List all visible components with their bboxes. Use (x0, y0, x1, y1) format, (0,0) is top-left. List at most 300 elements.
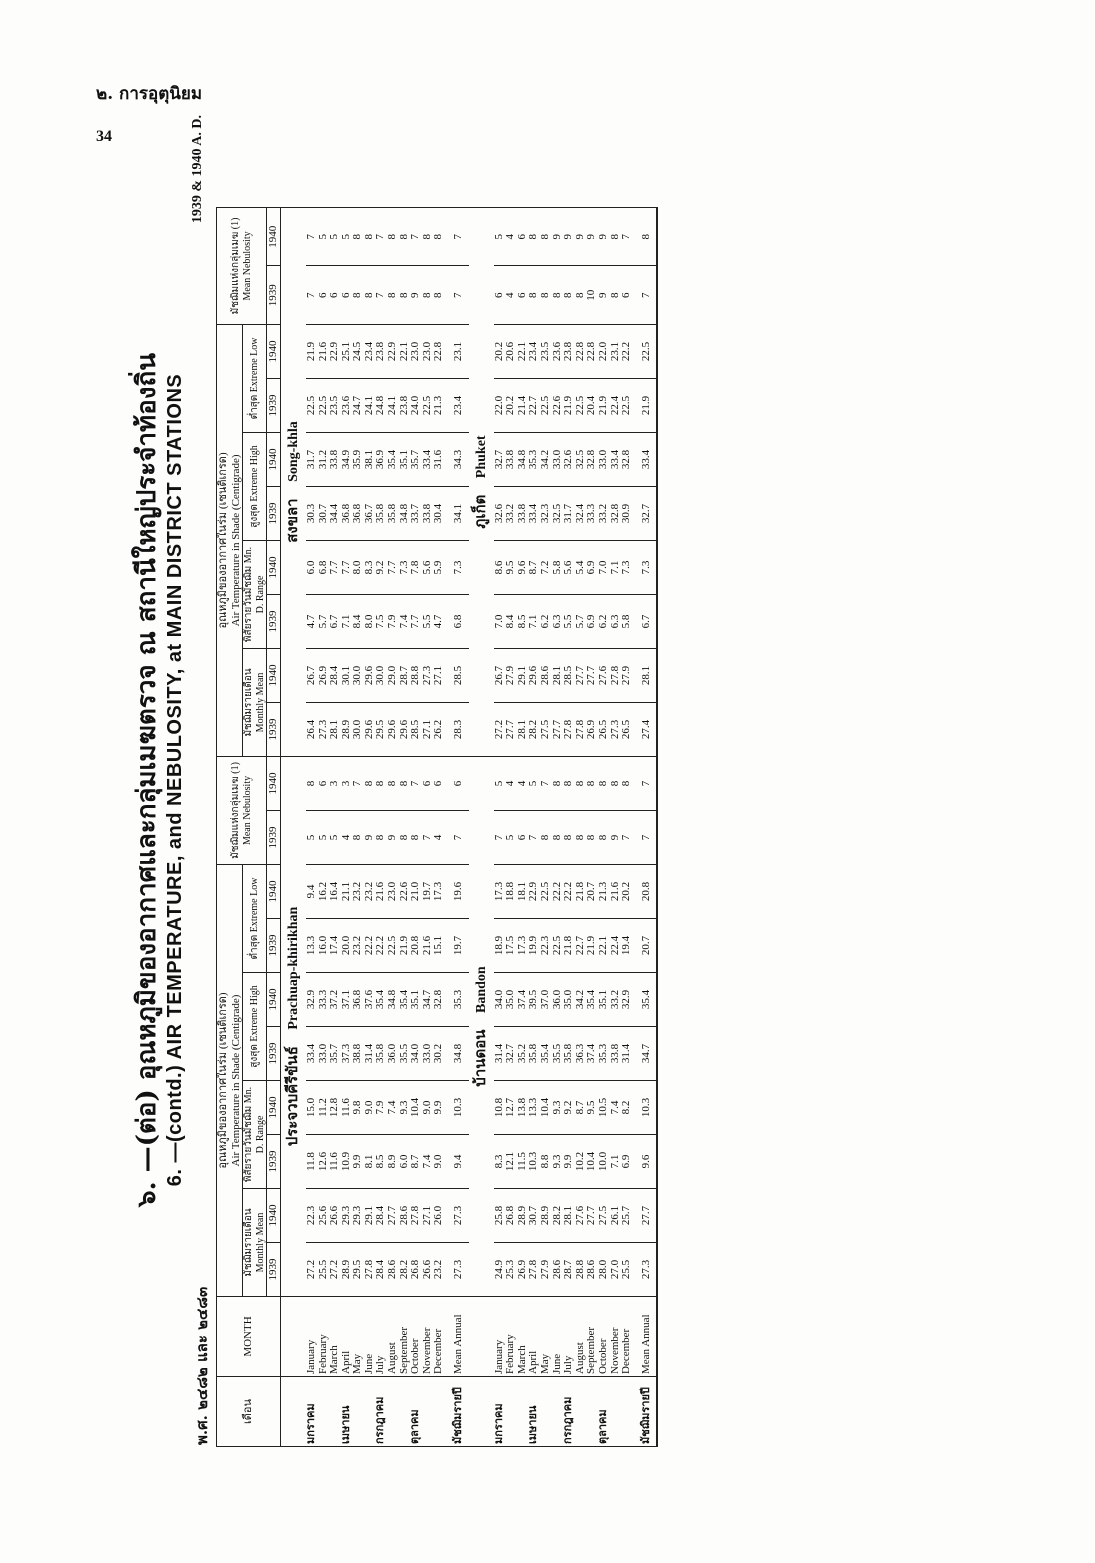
data-cell: 9 (552, 208, 564, 266)
data-cell: 22.7 (575, 919, 587, 973)
data-cell: 4 (505, 266, 517, 324)
data-cell: 8 (410, 810, 422, 864)
data-cell: 36.8 (352, 486, 364, 540)
data-cell: 29.1 (364, 1189, 376, 1243)
data-cell: 28.1 (552, 648, 564, 702)
data-cell: 6.8 (318, 540, 330, 594)
data-cell: 28.6 (540, 648, 552, 702)
data-cell: 28.2 (552, 1189, 564, 1243)
data-cell: 35.0 (505, 973, 517, 1027)
data-cell: 23.8 (375, 324, 387, 378)
data-cell: 21.9 (306, 324, 318, 378)
data-cell: 33.3 (586, 486, 598, 540)
month-label: August (387, 1297, 399, 1377)
table-row (329, 208, 341, 1447)
mean-annual-row (445, 208, 469, 1447)
month-label: January (494, 1297, 506, 1377)
data-cell: 9.0 (364, 1081, 376, 1135)
data-cell: 8.7 (410, 1135, 422, 1189)
station-label-right: สงขลา Song-khla (280, 208, 306, 757)
thai-month-label: เมษายน (341, 1377, 353, 1447)
month-label: July (563, 1297, 575, 1377)
data-cell: 22.1 (517, 324, 529, 378)
data-cell: 5 (528, 756, 540, 810)
data-cell: 11.5 (517, 1135, 529, 1189)
data-cell: 7.0 (494, 594, 506, 648)
data-cell: 35.8 (387, 486, 399, 540)
data-cell: 22.0 (598, 324, 610, 378)
data-cell: 5 (494, 208, 506, 266)
data-cell: 18.8 (505, 864, 517, 918)
data-cell: 8 (306, 756, 318, 810)
data-cell: 6 (318, 266, 330, 324)
data-cell: 27.3 (318, 702, 330, 756)
data-cell: 4 (341, 810, 353, 864)
data-cell: 5.7 (575, 594, 587, 648)
thai-month-label: มกราคม (494, 1377, 506, 1447)
data-cell: 22.5 (306, 378, 318, 432)
data-cell: 32.9 (621, 973, 633, 1027)
data-cell: 29.0 (387, 648, 399, 702)
data-cell: 32.7 (505, 1027, 517, 1081)
mean-cell: 7 (633, 266, 658, 324)
data-cell: 5.8 (552, 540, 564, 594)
month-label: December (433, 1297, 445, 1377)
data-cell: 34.2 (540, 432, 552, 486)
data-cell: 34.8 (517, 432, 529, 486)
data-cell: 20.2 (505, 378, 517, 432)
data-cell: 23.2 (364, 864, 376, 918)
data-cell: 8.4 (505, 594, 517, 648)
mean-cell: 10.3 (633, 1081, 658, 1135)
data-cell: 7.7 (387, 540, 399, 594)
data-cell: 7 (375, 208, 387, 266)
thai-month-label (329, 1377, 341, 1447)
data-cell: 27.0 (610, 1243, 622, 1297)
data-cell: 33.0 (598, 432, 610, 486)
data-cell: 36.0 (387, 1027, 399, 1081)
data-cell: 9 (610, 810, 622, 864)
station-row (280, 208, 306, 1447)
data-cell: 6 (621, 266, 633, 324)
data-cell: 6 (517, 810, 529, 864)
thai-month-label (610, 1377, 622, 1447)
data-cell: 31.7 (563, 486, 575, 540)
data-cell: 30.2 (433, 1027, 445, 1081)
month-label: March (329, 1297, 341, 1377)
data-cell: 35.1 (598, 973, 610, 1027)
data-cell: 8 (586, 810, 598, 864)
data-cell: 35.3 (598, 1027, 610, 1081)
data-cell: 32.4 (575, 486, 587, 540)
data-cell: 8 (387, 208, 399, 266)
data-cell: 10 (586, 266, 598, 324)
data-cell: 8 (575, 266, 587, 324)
data-cell: 23.2 (352, 919, 364, 973)
data-cell: 21.6 (375, 864, 387, 918)
data-cell: 4 (433, 810, 445, 864)
data-cell: 36.8 (352, 973, 364, 1027)
mean-cell: 23.4 (445, 378, 469, 432)
data-cell: 16.2 (318, 864, 330, 918)
mean-cell: 35.3 (445, 973, 469, 1027)
year-header-1939: 1939 (267, 919, 281, 973)
data-cell: 24.1 (387, 378, 399, 432)
data-cell: 36.9 (375, 432, 387, 486)
data-cell: 27.6 (575, 1189, 587, 1243)
data-cell: 26.0 (433, 1189, 445, 1243)
data-cell: 21.6 (610, 864, 622, 918)
data-cell: 7.7 (341, 540, 353, 594)
data-cell: 7 (410, 756, 422, 810)
data-cell: 27.3 (610, 702, 622, 756)
data-cell: 18.1 (517, 864, 529, 918)
data-cell: 6.3 (610, 594, 622, 648)
data-cell: 31.2 (318, 432, 330, 486)
mean-cell: 7 (633, 810, 658, 864)
mean-cell: 10.3 (445, 1081, 469, 1135)
data-cell: 7.7 (329, 540, 341, 594)
data-cell: 30.4 (433, 486, 445, 540)
data-cell: 33.0 (422, 1027, 434, 1081)
data-cell: 7 (621, 208, 633, 266)
data-cell: 8 (399, 810, 411, 864)
data-cell: 27.8 (610, 648, 622, 702)
data-cell: 22.9 (329, 324, 341, 378)
data-cell: 37.4 (586, 1027, 598, 1081)
data-cell: 12.1 (505, 1135, 517, 1189)
data-cell: 28.6 (586, 1243, 598, 1297)
header-extreme-low: ต่ำสุด Extreme Low (243, 324, 267, 432)
data-cell: 22.2 (621, 324, 633, 378)
data-cell: 8 (433, 266, 445, 324)
data-cell: 21.8 (575, 864, 587, 918)
thai-month-label: กรกฎาคม (375, 1377, 387, 1447)
data-cell: 32.8 (621, 432, 633, 486)
data-cell: 26.9 (517, 1243, 529, 1297)
data-cell: 22.5 (540, 378, 552, 432)
data-cell: 27.2 (306, 1243, 318, 1297)
data-cell: 22.6 (399, 864, 411, 918)
year-header-1940: 1940 (267, 208, 281, 266)
data-cell: 26.9 (318, 648, 330, 702)
year-header-1940: 1940 (267, 540, 281, 594)
data-cell: 22.5 (575, 378, 587, 432)
mean-cell: 27.7 (633, 1189, 658, 1243)
table-row (433, 208, 445, 1447)
data-cell: 38.8 (352, 1027, 364, 1081)
data-cell: 34.8 (399, 486, 411, 540)
data-cell: 11.6 (329, 1135, 341, 1189)
mean-cell: 27.4 (633, 702, 658, 756)
data-cell: 8 (352, 266, 364, 324)
data-cell: 35.7 (329, 1027, 341, 1081)
data-cell: 23.4 (528, 324, 540, 378)
data-cell: 21.1 (341, 864, 353, 918)
data-cell: 35.4 (540, 1027, 552, 1081)
data-cell: 27.7 (586, 1189, 598, 1243)
thai-month-label (621, 1377, 633, 1447)
data-cell: 6.7 (329, 594, 341, 648)
data-cell: 8.6 (494, 540, 506, 594)
header-nebulosity-left: มัชฌิมแห่งกลุ่มเมฆ (1) Mean Nebulosity (217, 756, 267, 864)
data-cell: 24.0 (410, 378, 422, 432)
data-cell: 23.5 (329, 378, 341, 432)
data-cell: 23.2 (352, 864, 364, 918)
data-cell: 3 (341, 756, 353, 810)
month-label: June (364, 1297, 376, 1377)
data-cell: 10.4 (410, 1081, 422, 1135)
data-cell: 26.5 (621, 702, 633, 756)
data-cell: 27.5 (598, 1189, 610, 1243)
data-cell: 13.8 (517, 1081, 529, 1135)
thai-month-label (433, 1377, 445, 1447)
data-cell: 11.2 (318, 1081, 330, 1135)
mean-cell: 7 (445, 208, 469, 266)
data-cell: 6.0 (306, 540, 318, 594)
data-cell: 33.8 (610, 1027, 622, 1081)
data-cell: 28.4 (375, 1189, 387, 1243)
data-cell: 9.9 (352, 1135, 364, 1189)
data-cell: 7.8 (410, 540, 422, 594)
data-cell: 22.5 (540, 864, 552, 918)
data-cell: 27.8 (410, 1189, 422, 1243)
data-cell: 21.8 (563, 919, 575, 973)
data-cell: 33.0 (318, 1027, 330, 1081)
data-cell: 23.2 (433, 1243, 445, 1297)
data-cell: 8 (528, 266, 540, 324)
data-cell: 6 (318, 756, 330, 810)
mean-cell: 33.4 (633, 432, 658, 486)
data-cell: 28.9 (540, 1189, 552, 1243)
month-label: October (598, 1297, 610, 1377)
data-cell: 3 (329, 756, 341, 810)
data-cell: 8 (352, 208, 364, 266)
data-cell: 8.1 (364, 1135, 376, 1189)
mean-cell: 6.8 (445, 594, 469, 648)
data-cell: 9.5 (586, 1081, 598, 1135)
data-cell: 4 (505, 208, 517, 266)
data-cell: 27.9 (505, 648, 517, 702)
data-cell: 26.2 (433, 702, 445, 756)
data-cell: 18.9 (494, 919, 506, 973)
station-gap (469, 1297, 494, 1377)
data-cell: 17.3 (433, 864, 445, 918)
data-cell: 28.4 (329, 648, 341, 702)
data-cell: 10.8 (494, 1081, 506, 1135)
data-cell: 9.2 (563, 1081, 575, 1135)
data-cell: 30.0 (352, 702, 364, 756)
data-cell: 23.0 (422, 324, 434, 378)
data-cell: 27.8 (528, 1243, 540, 1297)
data-cell: 7.4 (610, 1081, 622, 1135)
rotated-table-page (120, 105, 1020, 1455)
data-cell: 5.9 (433, 540, 445, 594)
data-cell: 9 (575, 208, 587, 266)
data-cell: 9.3 (552, 1135, 564, 1189)
data-cell: 23.8 (399, 378, 411, 432)
data-cell: 9.0 (433, 1135, 445, 1189)
header-monthly-mean: มัชฌิมรายเดือน Monthly Mean (243, 1189, 267, 1297)
data-cell: 15.1 (433, 919, 445, 973)
data-cell: 31.7 (306, 432, 318, 486)
data-cell: 33.4 (422, 432, 434, 486)
data-cell: 9 (598, 208, 610, 266)
mean-cell: 35.4 (633, 973, 658, 1027)
data-cell: 8 (540, 266, 552, 324)
year-label-thai: พ.ศ. ๒๔๘๒ และ ๒๔๘๓ (193, 1286, 211, 1445)
data-cell: 23.4 (364, 324, 376, 378)
data-cell: 33.3 (318, 973, 330, 1027)
year-header-1939: 1939 (267, 1243, 281, 1297)
data-cell: 22.9 (387, 324, 399, 378)
year-header-1939: 1939 (267, 378, 281, 432)
data-cell: 28.4 (375, 1243, 387, 1297)
data-cell: 8.2 (621, 1081, 633, 1135)
data-cell: 8 (552, 756, 564, 810)
mean-annual-label: Mean Annual (633, 1297, 658, 1377)
data-cell: 6 (341, 266, 353, 324)
data-cell: 5 (318, 810, 330, 864)
data-cell: 6.9 (621, 1135, 633, 1189)
mean-cell: 8 (633, 208, 658, 266)
data-cell: 34.8 (387, 973, 399, 1027)
data-cell: 25.5 (621, 1243, 633, 1297)
data-cell: 21.9 (399, 919, 411, 973)
data-cell: 8.0 (364, 594, 376, 648)
data-cell: 6 (517, 266, 529, 324)
data-cell: 8 (540, 208, 552, 266)
data-cell: 24.9 (494, 1243, 506, 1297)
data-cell: 9 (387, 810, 399, 864)
data-cell: 12.6 (318, 1135, 330, 1189)
mean-cell: 34.7 (633, 1027, 658, 1081)
data-cell: 4.7 (306, 594, 318, 648)
data-cell: 7.1 (341, 594, 353, 648)
data-cell: 39.5 (528, 973, 540, 1027)
data-cell: 35.4 (387, 432, 399, 486)
data-cell: 6.9 (586, 594, 598, 648)
data-cell: 17.3 (517, 919, 529, 973)
data-cell: 6 (494, 266, 506, 324)
mean-cell: 27.3 (633, 1243, 658, 1297)
data-cell: 17.5 (505, 919, 517, 973)
data-cell: 22.3 (540, 919, 552, 973)
station-gap (280, 1297, 306, 1377)
section-header: ๒. การอุตุนิยม (96, 84, 203, 104)
mean-annual-row (633, 208, 658, 1447)
data-cell: 6 (517, 208, 529, 266)
thai-month-label: ตุลาคม (598, 1377, 610, 1447)
data-cell: 29.5 (352, 1243, 364, 1297)
data-cell: 27.9 (540, 1243, 552, 1297)
mean-cell: 7.3 (445, 540, 469, 594)
thai-month-label (318, 1377, 330, 1447)
data-cell: 17.4 (329, 919, 341, 973)
data-cell: 35.5 (399, 1027, 411, 1081)
data-cell: 23.6 (341, 378, 353, 432)
data-cell: 5 (341, 208, 353, 266)
year-header-1939: 1939 (267, 594, 281, 648)
thai-month-label (575, 1377, 587, 1447)
data-cell: 8 (610, 208, 622, 266)
data-cell: 24.8 (375, 378, 387, 432)
data-cell: 6.0 (399, 1135, 411, 1189)
data-cell: 31.4 (364, 1027, 376, 1081)
data-cell: 24.7 (352, 378, 364, 432)
data-cell: 9.2 (375, 540, 387, 594)
data-cell: 13.3 (306, 919, 318, 973)
mean-cell: 22.5 (633, 324, 658, 378)
data-cell: 5.6 (563, 540, 575, 594)
data-cell: 34.7 (422, 973, 434, 1027)
data-cell: 27.7 (586, 648, 598, 702)
data-cell: 35.8 (375, 486, 387, 540)
header-month-eng: MONTH (217, 1297, 281, 1377)
data-cell: 35.1 (410, 973, 422, 1027)
data-cell: 22.2 (563, 864, 575, 918)
data-cell: 34.2 (575, 973, 587, 1027)
data-cell: 7 (375, 266, 387, 324)
thai-month-label (422, 1377, 434, 1447)
data-cell: 10.5 (598, 1081, 610, 1135)
data-cell: 8.8 (540, 1135, 552, 1189)
mean-cell: 32.7 (633, 486, 658, 540)
data-cell: 28.5 (410, 702, 422, 756)
data-cell: 8 (364, 208, 376, 266)
data-cell: 35.8 (375, 1027, 387, 1081)
data-cell: 31.6 (433, 432, 445, 486)
mean-cell: 9.4 (445, 1135, 469, 1189)
data-cell: 7 (540, 756, 552, 810)
data-cell: 28.0 (598, 1243, 610, 1297)
data-cell: 6.3 (552, 594, 564, 648)
data-cell: 8 (610, 756, 622, 810)
data-cell: 7 (494, 810, 506, 864)
data-cell: 32.8 (433, 973, 445, 1027)
data-cell: 9 (364, 810, 376, 864)
data-cell: 8 (375, 756, 387, 810)
year-header-1940: 1940 (267, 1081, 281, 1135)
data-cell: 33.4 (610, 432, 622, 486)
data-cell: 8 (563, 756, 575, 810)
data-cell: 26.8 (505, 1189, 517, 1243)
data-cell: 20.0 (341, 919, 353, 973)
temperature-table (216, 207, 658, 1447)
data-cell: 7.9 (375, 1081, 387, 1135)
mean-cell: 19.6 (445, 864, 469, 918)
data-cell: 28.8 (575, 1243, 587, 1297)
data-cell: 5.8 (621, 594, 633, 648)
year-header-1940: 1940 (267, 648, 281, 702)
data-cell: 30.0 (352, 648, 364, 702)
header-extreme-low: ต่ำสุด Extreme Low (243, 864, 267, 972)
data-cell: 28.6 (552, 1243, 564, 1297)
thai-month-label: มกราคม (306, 1377, 318, 1447)
data-cell: 9.8 (352, 1081, 364, 1135)
data-cell: 26.9 (586, 702, 598, 756)
data-cell: 28.9 (517, 1189, 529, 1243)
data-cell: 22.4 (610, 378, 622, 432)
data-cell: 8.5 (375, 1135, 387, 1189)
data-cell: 31.4 (621, 1027, 633, 1081)
data-cell: 5.5 (422, 594, 434, 648)
data-cell: 5 (505, 810, 517, 864)
data-cell: 7.5 (375, 594, 387, 648)
data-cell: 7 (621, 810, 633, 864)
data-cell: 4 (505, 756, 517, 810)
data-cell: 29.3 (352, 1189, 364, 1243)
